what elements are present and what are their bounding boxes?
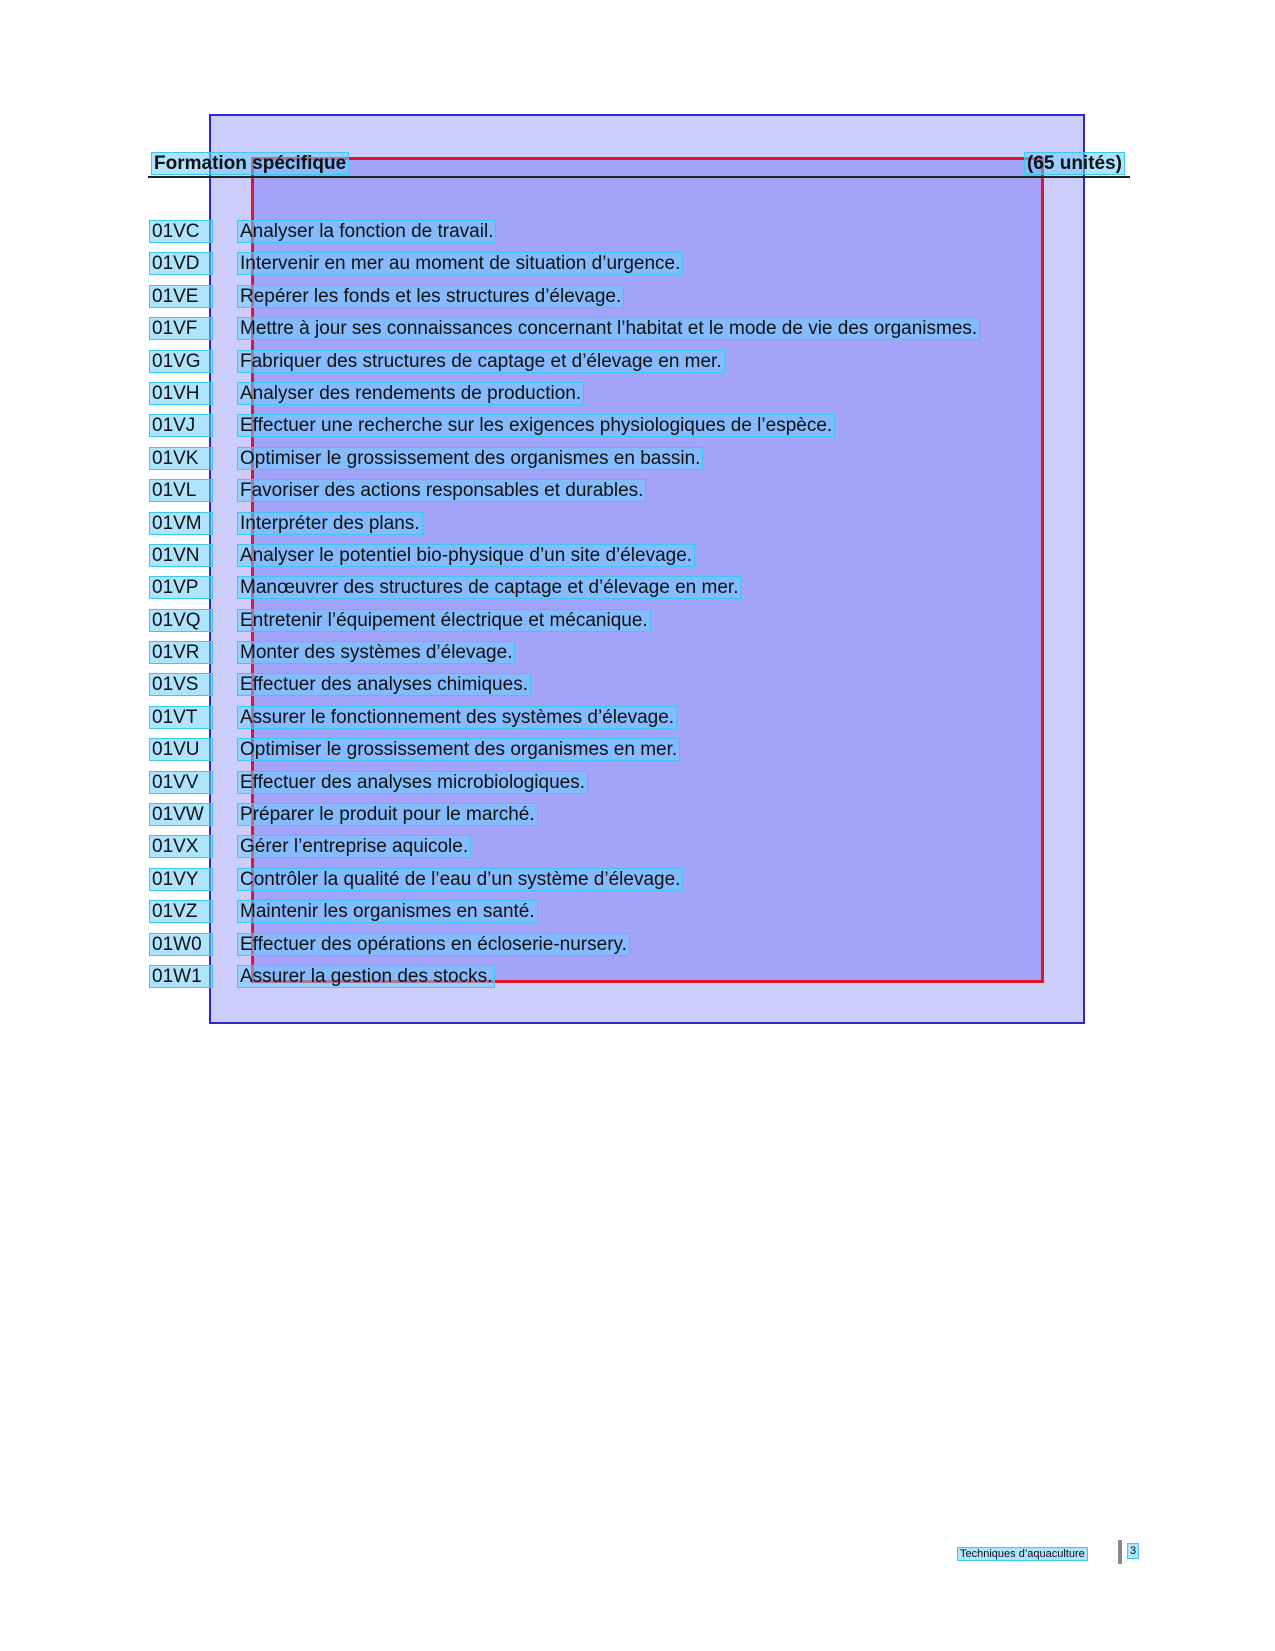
course-code: 01VU [150,739,212,760]
course-row [148,478,1088,510]
course-row [148,672,1088,704]
course-title: Optimiser le grossissement des organismes en bassin. [240,447,701,469]
course-title: Assurer la gestion des stocks. [240,965,493,987]
course-title: Effectuer une recherche sur les exigences physiologiques de l’espèce. [240,415,833,437]
course-code: 01VG [150,351,212,372]
course-row [148,964,1088,996]
course-title: Intervenir en mer au moment de situation d’urgence. [240,253,681,275]
course-title: Effectuer des analyses chimiques. [240,674,528,696]
course-row [148,316,1088,348]
course-title: Optimiser le grossissement des organismes en mer. [240,739,678,761]
course-row [148,413,1088,445]
course-title: Favoriser des actions responsables et durables. [240,480,644,502]
course-list [148,219,1088,996]
page-number: 3 [1130,1545,1137,1557]
course-title: Mettre à jour ses connaissances concernant l’habitat et le mode de vie des organismes. [240,318,978,340]
course-row [148,575,1088,607]
course-code: 01VR [150,642,212,663]
course-title: Repérer les fonds et les structures d’élevage. [240,285,622,307]
course-code: 01VJ [150,415,212,436]
course-title: Manœuvrer des structures de captage et d’élevage en mer. [240,577,739,599]
course-row [148,899,1088,931]
section-header [148,150,1130,178]
course-row [148,381,1088,413]
course-code: 01VM [150,513,212,534]
course-code: 01VQ [150,610,212,631]
course-code: 01VL [150,480,212,501]
course-title: Monter des systèmes d’élevage. [240,642,513,664]
section-title: Formation spécifique [154,153,347,174]
course-title: Entretenir l’équipement électrique et mécanique. [240,609,648,631]
course-code: 01VF [150,318,212,339]
course-title: Analyser le potentiel bio-physique d’un site d’élevage. [240,544,693,566]
course-title: Contrôler la qualité de l’eau d’un système d’élevage. [240,868,681,890]
course-row [148,770,1088,802]
course-code: 01VW [150,804,212,825]
section-units: (65 unités) [1026,153,1122,174]
course-title: Maintenir les organismes en santé. [240,901,535,923]
course-row [148,834,1088,866]
course-row [148,640,1088,672]
course-row [148,511,1088,543]
course-code: 01VD [150,253,212,274]
course-title: Interpréter des plans. [240,512,420,534]
course-row [148,867,1088,899]
course-code: 01VP [150,577,212,598]
footer-program-name: Techniques d’aquaculture [960,1548,1085,1560]
course-row [148,705,1088,737]
course-title: Analyser des rendements de production. [240,382,582,404]
course-row [148,446,1088,478]
course-row [148,932,1088,964]
course-row [148,608,1088,640]
course-code: 01VH [150,383,212,404]
course-code: 01VZ [150,901,212,922]
course-row [148,737,1088,769]
course-code: 01VC [150,221,212,242]
footer-divider [1118,1540,1122,1564]
course-title: Analyser la fonction de travail. [240,221,494,242]
course-code: 01VY [150,869,212,890]
course-code: 01VN [150,545,212,566]
course-title: Effectuer des analyses microbiologiques. [240,771,586,793]
course-title: Assurer le fonctionnement des systèmes d’élevage. [240,706,675,728]
course-code: 01W1 [150,966,212,987]
course-code: 01VS [150,674,212,695]
course-row [148,543,1088,575]
course-title: Fabriquer des structures de captage et d’élevage en mer. [240,350,722,372]
course-row [148,349,1088,381]
course-code: 01VV [150,772,212,793]
course-code: 01VK [150,448,212,469]
course-code: 01W0 [150,934,212,955]
course-code: 01VE [150,286,212,307]
course-row [148,802,1088,834]
course-row [148,251,1088,283]
course-code: 01VX [150,836,212,857]
course-title: Préparer le produit pour le marché. [240,804,535,826]
course-title: Effectuer des opérations en écloserie-nursery. [240,933,627,955]
page-footer [958,1544,1137,1560]
course-title: Gérer l’entreprise aquicole. [240,836,469,858]
course-code: 01VT [150,707,212,728]
course-row [148,219,1088,251]
course-row [148,284,1088,316]
